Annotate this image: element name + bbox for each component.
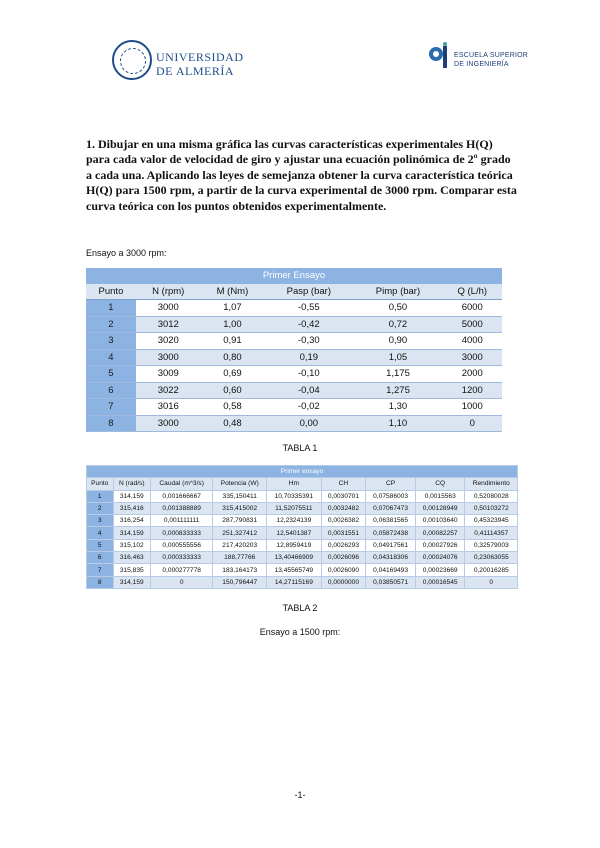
- table2-header: CQ: [415, 478, 465, 490]
- table2-cell: 0,41114357: [465, 527, 518, 539]
- table1-cell: 0,69: [201, 366, 265, 383]
- table1-cell: 0,48: [201, 415, 265, 432]
- table2-cell: 314,159: [113, 490, 151, 502]
- logo-right-line1: ESCUELA SUPERIOR: [454, 52, 528, 59]
- table2-cell: 0,32579003: [465, 539, 518, 551]
- table2-cell: 7: [87, 564, 114, 576]
- table2-cell: 14,27115169: [267, 576, 321, 588]
- table2-cell: 0,23063055: [465, 552, 518, 564]
- table-row: [87, 515, 518, 527]
- table1-cell: 0,60: [201, 382, 265, 399]
- table2-cell: 12,2324139: [267, 515, 321, 527]
- table2-cell: 3: [87, 515, 114, 527]
- table2-cell: 0,0031551: [321, 527, 366, 539]
- table1-cell: 3012: [136, 316, 201, 333]
- table2-cell: 315,102: [113, 539, 151, 551]
- table2-cell: 0,00128949: [415, 502, 465, 514]
- table2-cell: 0,000833333: [151, 527, 213, 539]
- table2-cell: 0,00103640: [415, 515, 465, 527]
- table2-cell: 0,00016545: [415, 576, 465, 588]
- table2-cell: 287,790831: [213, 515, 267, 527]
- table2-cell: 0,04169493: [366, 564, 416, 576]
- table2-cell: 0: [465, 576, 518, 588]
- table2-header: CP: [366, 478, 416, 490]
- table1-cell: 8: [86, 415, 136, 432]
- table1-cell: 0,58: [201, 399, 265, 416]
- table2-cell: 314,159: [113, 527, 151, 539]
- table1-cell: 4: [86, 349, 136, 366]
- table2-cell: 0,000277778: [151, 564, 213, 576]
- table2-header: Punto: [87, 478, 114, 490]
- table2-cell: 0,04318306: [366, 552, 416, 564]
- table2-header: N (rad/s): [113, 478, 151, 490]
- table1-cell: 6000: [443, 300, 502, 317]
- table1-header: N (rpm): [136, 284, 201, 300]
- table2-cell: 315,835: [113, 564, 151, 576]
- university-seal-icon: [112, 40, 152, 80]
- table1-cell: 2: [86, 316, 136, 333]
- table2-cell: 335,150411: [213, 490, 267, 502]
- table1-cell: -0,42: [264, 316, 353, 333]
- table2-cell: 2: [87, 502, 114, 514]
- table2-cell: 0,001666667: [151, 490, 213, 502]
- table1-cell: 1,07: [201, 300, 265, 317]
- table1-cell: 0,90: [353, 333, 442, 350]
- table1-cell: -0,10: [264, 366, 353, 383]
- table1-cell: 0,19: [264, 349, 353, 366]
- table1-cell: 5: [86, 366, 136, 383]
- table1-cell: -0,30: [264, 333, 353, 350]
- table1-cell: 0,91: [201, 333, 265, 350]
- table1-cell: 6: [86, 382, 136, 399]
- table-row: [86, 349, 502, 366]
- table-row: [86, 300, 502, 317]
- exercise-question: 1. Dibujar en una misma gráfica las curvas características experimentales H(Q) para cada valor de velocidad de giro y ajustar una ecuación polinómica de 2º grado a cada una. Aplicando las leyes de semejanza obtener la curva característica teórica H(Q) para 1500 rpm, a partir de la curva experimental de 3000 rpm. Comparar esta curva teórica con los puntos obtenidos experimentalmente.: [86, 137, 517, 213]
- table2-cell: 8: [87, 576, 114, 588]
- table1-header: Pasp (bar): [264, 284, 353, 300]
- table2-cell: 5: [87, 539, 114, 551]
- table1-cell: 1,30: [353, 399, 442, 416]
- table2-cell: 0,52080028: [465, 490, 518, 502]
- table2-cell: 183,164173: [213, 564, 267, 576]
- table1-header: Punto: [86, 284, 136, 300]
- table1-cell: 3000: [136, 415, 201, 432]
- table1-cell: 3022: [136, 382, 201, 399]
- table-row: [87, 490, 518, 502]
- table2-cell: 0,001388889: [151, 502, 213, 514]
- table2-cell: 12,5401387: [267, 527, 321, 539]
- table1-cell: -0,02: [264, 399, 353, 416]
- table1-cell: 5000: [443, 316, 502, 333]
- table2-cell: 12,8959419: [267, 539, 321, 551]
- table-row: [87, 576, 518, 588]
- table1-cell: 0: [443, 415, 502, 432]
- escuela-ingenieria-logo: [428, 42, 548, 78]
- table1-cell: 3020: [136, 333, 201, 350]
- table1-cell: 4000: [443, 333, 502, 350]
- universidad-almeria-logo: [112, 40, 244, 84]
- table1-header: Q (L/h): [443, 284, 502, 300]
- table1-cell: 3: [86, 333, 136, 350]
- table1-cell: 0,80: [201, 349, 265, 366]
- table2-cell: 0,04917561: [366, 539, 416, 551]
- table2-cell: 11,52075511: [267, 502, 321, 514]
- table2-cell: 0,20016285: [465, 564, 518, 576]
- ensayo-3000-label: Ensayo a 3000 rpm:: [86, 248, 167, 258]
- table-row: [86, 415, 502, 432]
- table2-cell: 0,07067473: [366, 502, 416, 514]
- table2-cell: 0,00082257: [415, 527, 465, 539]
- table1-header: Pimp (bar): [353, 284, 442, 300]
- table2-header: CH: [321, 478, 366, 490]
- table2-cell: 150,796447: [213, 576, 267, 588]
- table2-cell: 6: [87, 552, 114, 564]
- table2-cell: 0,000333333: [151, 552, 213, 564]
- table1-cell: 0,00: [264, 415, 353, 432]
- table1-cell: 1,05: [353, 349, 442, 366]
- table2-cell: 0,0026382: [321, 515, 366, 527]
- table1-caption: TABLA 1: [282, 443, 318, 453]
- table-row: [87, 539, 518, 551]
- table1-cell: 7: [86, 399, 136, 416]
- engineering-school-mark-icon: [428, 42, 450, 72]
- table1-title: Primer Ensayo: [86, 268, 502, 284]
- table2-cell: 0,000555556: [151, 539, 213, 551]
- table2-cell: 315,416: [113, 502, 151, 514]
- table2-cell: 0,0026090: [321, 564, 366, 576]
- table2-cell: 0,001111111: [151, 515, 213, 527]
- table2-cell: 0,50103272: [465, 502, 518, 514]
- table2-cell: 0,00024076: [415, 552, 465, 564]
- page-number: -1-: [294, 790, 306, 800]
- table-row: [87, 527, 518, 539]
- table2-cell: 315,415002: [213, 502, 267, 514]
- table-row: [86, 333, 502, 350]
- table2-cell: 0,00023669: [415, 564, 465, 576]
- table-row: [86, 366, 502, 383]
- table2-header: Rendimiento: [465, 478, 518, 490]
- table-row: [86, 316, 502, 333]
- table1-cell: 1200: [443, 382, 502, 399]
- table-row: [86, 382, 502, 399]
- table-row: [86, 399, 502, 416]
- table2-cell: 314,159: [113, 576, 151, 588]
- table2-cell: 188,77766: [213, 552, 267, 564]
- table2-cell: 0,0015563: [415, 490, 465, 502]
- table1-cell: 1,10: [353, 415, 442, 432]
- table2-cell: 10,70335391: [267, 490, 321, 502]
- table2-cell: 0: [151, 576, 213, 588]
- table2-header: Hm: [267, 478, 321, 490]
- table2-cell: 13,40466909: [267, 552, 321, 564]
- table2-header: Potencia (W): [213, 478, 267, 490]
- table-2: [86, 465, 518, 589]
- logo-right-line2: DE INGENIERÍA: [454, 61, 509, 68]
- logo-left-line2: DE ALMERÍA: [156, 64, 234, 78]
- table1-cell: 3009: [136, 366, 201, 383]
- table1-cell: 1,00: [201, 316, 265, 333]
- table-1: [86, 268, 502, 432]
- table2-header: Caudal (m^3/s): [151, 478, 213, 490]
- table2-cell: 0,0000000: [321, 576, 366, 588]
- table2-cell: 0,45323945: [465, 515, 518, 527]
- table2-caption: TABLA 2: [282, 603, 318, 613]
- table-row: [87, 564, 518, 576]
- table2-cell: 251,327412: [213, 527, 267, 539]
- ensayo-1500-label: Ensayo a 1500 rpm:: [259, 627, 341, 637]
- table-row: [87, 502, 518, 514]
- table1-cell: 3000: [136, 300, 201, 317]
- table2-cell: 0,00027926: [415, 539, 465, 551]
- table2-title: Primer ensayo: [87, 466, 518, 478]
- logo-left-line1: UNIVERSIDAD: [156, 50, 244, 64]
- table1-header: M (Nm): [201, 284, 265, 300]
- table2-cell: 0,07586003: [366, 490, 416, 502]
- table1-cell: -0,04: [264, 382, 353, 399]
- table1-cell: 1: [86, 300, 136, 317]
- table2-cell: 316,254: [113, 515, 151, 527]
- table2-cell: 4: [87, 527, 114, 539]
- table2-cell: 0,03850571: [366, 576, 416, 588]
- table1-cell: 3000: [136, 349, 201, 366]
- table2-cell: 0,0026096: [321, 552, 366, 564]
- table1-cell: 2000: [443, 366, 502, 383]
- table1-cell: 0,50: [353, 300, 442, 317]
- table1-cell: 3016: [136, 399, 201, 416]
- table1-cell: 0,72: [353, 316, 442, 333]
- table2-cell: 1: [87, 490, 114, 502]
- table1-cell: 1000: [443, 399, 502, 416]
- table2-cell: 0,05872438: [366, 527, 416, 539]
- table2-cell: 217,420203: [213, 539, 267, 551]
- table2-cell: 13,45565749: [267, 564, 321, 576]
- table1-cell: 3000: [443, 349, 502, 366]
- table2-cell: 0,0032482: [321, 502, 366, 514]
- table-row: [87, 552, 518, 564]
- table2-cell: 0,0030701: [321, 490, 366, 502]
- table2-cell: 316,463: [113, 552, 151, 564]
- table2-cell: 0,06381565: [366, 515, 416, 527]
- table2-cell: 0,0026293: [321, 539, 366, 551]
- table1-cell: 1,275: [353, 382, 442, 399]
- table1-cell: -0,55: [264, 300, 353, 317]
- table1-cell: 1,175: [353, 366, 442, 383]
